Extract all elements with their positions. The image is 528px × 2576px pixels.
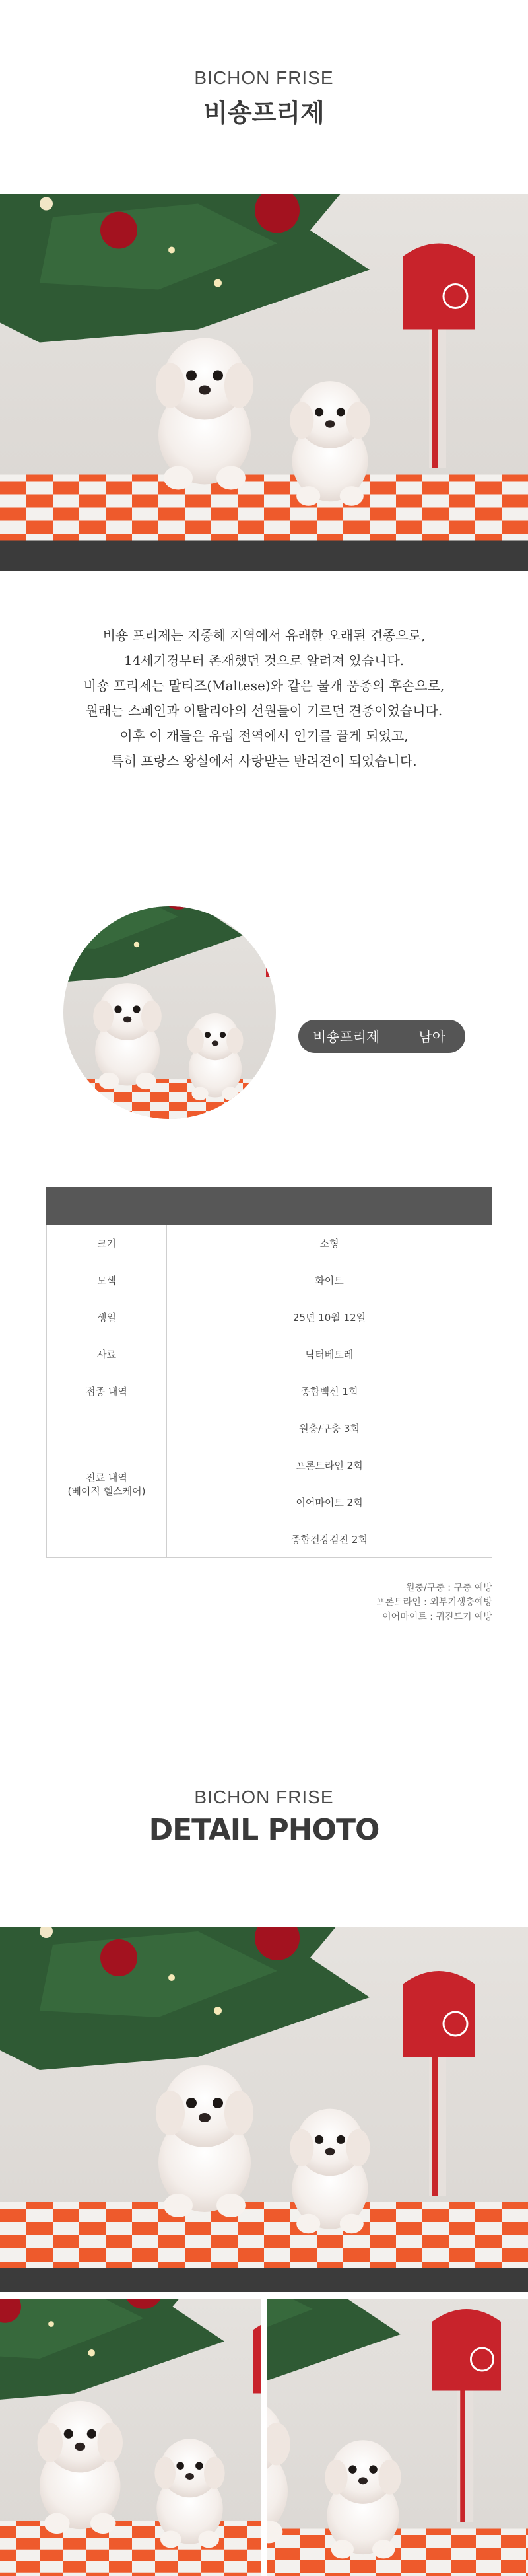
care-label-line: 진료 내역 — [86, 1471, 127, 1484]
care-item: 프론트라인 2회 — [167, 1447, 492, 1484]
row-label: 모색 — [47, 1262, 167, 1299]
row-value: 25년 10월 12일 — [167, 1299, 492, 1336]
detail-eyebrow: BICHON FRISE — [194, 1787, 334, 1807]
intro-line: 비숑 프리제는 말티즈(Maltese)와 같은 물개 품종의 후손으로, — [83, 678, 445, 694]
detail-title: DETAIL PHOTO — [148, 1813, 380, 1847]
row-label: 생일 — [47, 1299, 167, 1336]
table-row — [47, 1299, 492, 1336]
detail-photo-right — [267, 2299, 528, 2576]
row-label: 크기 — [47, 1225, 167, 1262]
hero-photo — [0, 194, 528, 571]
row-value: 화이트 — [167, 1262, 492, 1299]
care-label — [47, 1410, 167, 1558]
profile-gender: 남아 — [418, 1029, 446, 1045]
care-label-line: (베이직 헬스케어) — [67, 1485, 146, 1497]
row-value: 종합백신 1회 — [167, 1373, 492, 1410]
care-item: 종합건강검진 2회 — [167, 1521, 492, 1558]
table-row — [47, 1336, 492, 1373]
profile-name-pill — [298, 1020, 465, 1053]
intro-line: 14세기경부터 존재했던 것으로 알려져 있습니다. — [123, 653, 405, 668]
profile-name: 비숑프리제 — [313, 1029, 380, 1045]
care-item: 원충/구충 3회 — [167, 1410, 492, 1447]
detail-photo-large — [0, 1927, 528, 2292]
intro-line: 특히 프랑스 왕실에서 사랑받는 반려견이 되었습니다. — [111, 753, 417, 769]
table-row — [47, 1225, 492, 1262]
row-value: 소형 — [167, 1225, 492, 1262]
info-table — [46, 1187, 492, 1558]
table-row — [47, 1262, 492, 1299]
table-header-row — [47, 1188, 492, 1225]
care-notes — [376, 1581, 492, 1624]
intro-line: 이후 이 개들은 유럽 전역에서 인기를 끌게 되었고, — [119, 728, 409, 744]
breed-eyebrow: BICHON FRISE — [194, 67, 334, 88]
table-header-cell — [167, 1188, 492, 1225]
profile-photo — [63, 906, 276, 1119]
row-label: 접종 내역 — [47, 1373, 167, 1410]
intro-text — [0, 623, 528, 773]
care-item: 이어마이트 2회 — [167, 1484, 492, 1521]
row-label: 사료 — [47, 1336, 167, 1373]
intro-line: 원래는 스페인과 이탈리아의 선원들이 기르던 견종이었습니다. — [85, 703, 443, 719]
breed-title: 비숑프리제 — [203, 98, 325, 127]
intro-line: 비숑 프리제는 지중해 지역에서 유래한 오래된 견종으로, — [102, 627, 426, 643]
detail-photo-left — [0, 2299, 261, 2576]
note-line: 원충/구충 : 구충 예방 — [406, 1583, 492, 1593]
note-line: 이어마이트 : 귀진드기 예방 — [382, 1612, 492, 1622]
table-header-cell — [47, 1188, 167, 1225]
table-row — [47, 1373, 492, 1410]
row-value: 닥터베토레 — [167, 1336, 492, 1373]
table-row — [47, 1410, 492, 1447]
note-line: 프론트라인 : 외부기생충예방 — [376, 1597, 492, 1608]
